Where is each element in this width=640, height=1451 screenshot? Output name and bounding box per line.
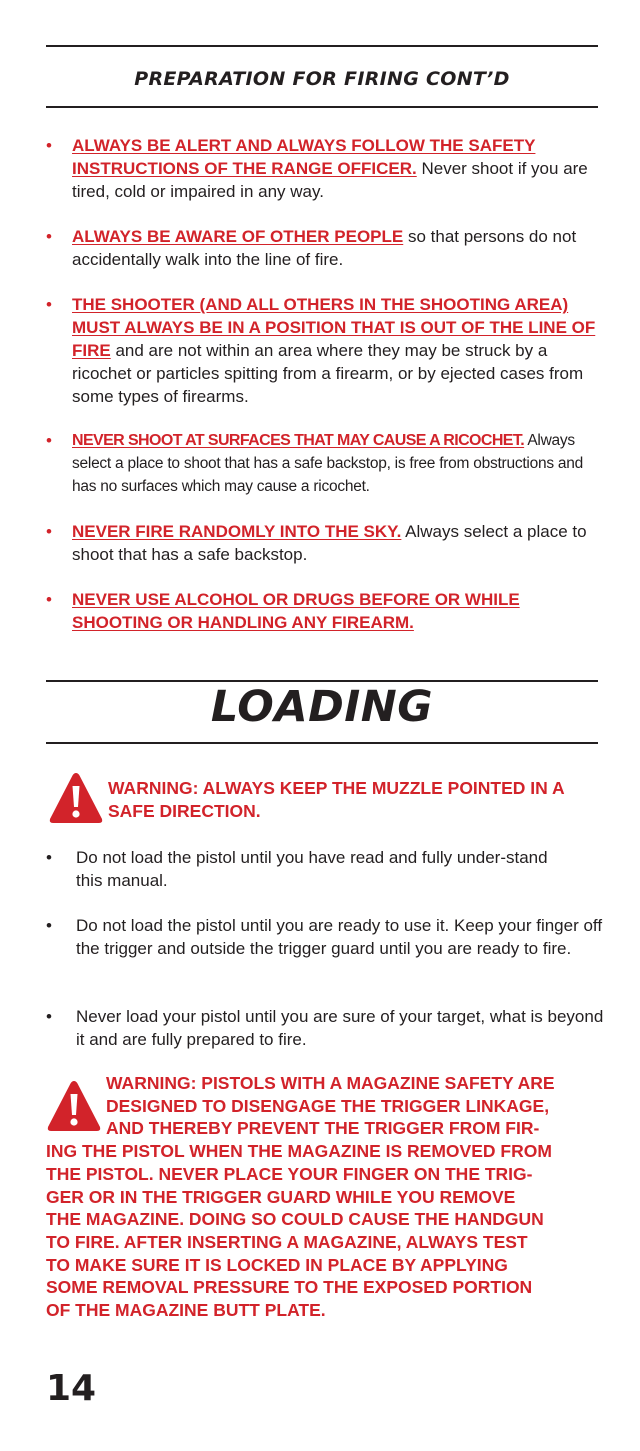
body-text: and are not within an area where they may be struck by a ricochet or particles spitting from a firearm, or by ejected cases from some types of firearms. — [72, 341, 584, 406]
body-text: Always select a place to shoot that has a safe backstop. — [72, 522, 587, 564]
bullet-dot: • — [46, 916, 52, 935]
warning-triangle-icon — [48, 770, 104, 826]
body-text: Always select a place to shoot that has a safe backstop, is free from obstructions and has no surfaces which may cause a ricochet. — [72, 432, 583, 495]
bullet-dot: • — [46, 295, 52, 314]
emphasis-text: ALWAYS BE ALERT AND ALWAYS FOLLOW THE SAFETY INSTRUCTIONS OF THE RANGE OFFICER. — [72, 136, 536, 178]
body-text: Do not load the pistol until you have read and fully under-stand this manual. — [76, 848, 548, 890]
warning-magazine-safety-text — [46, 1072, 602, 1322]
warning-line: DESIGNED TO DISENGAGE THE TRIGGER LINKAGE, — [106, 1095, 550, 1116]
warning-line: AND THEREBY PREVENT THE TRIGGER FROM FIR- — [106, 1118, 540, 1139]
bullet-dot: • — [46, 590, 52, 609]
warning-muzzle-text: WARNING: ALWAYS KEEP THE MUZZLE POINTED IN A SAFE DIRECTION. — [108, 778, 564, 821]
emphasis-text: THE SHOOTER (AND ALL OTHERS IN THE SHOOTING AREA) MUST ALWAYS BE IN A POSITION THAT IS OUT OF THE LINE OF FIRE — [72, 295, 596, 360]
warning-line: TO MAKE SURE IT IS LOCKED IN PLACE BY APPLYING — [46, 1254, 508, 1275]
body-text: so that persons do not accidentally walk into the line of fire. — [72, 227, 577, 269]
warning-line: THE PISTOL. NEVER PLACE YOUR FINGER ON THE TRIG- — [46, 1163, 533, 1184]
body-text: Never shoot if you are tired, cold or impaired in any way. — [72, 159, 588, 201]
warning-line: TO FIRE. AFTER INSERTING A MAGAZINE, ALWAYS TEST — [46, 1231, 528, 1252]
bullet-dot: • — [46, 848, 52, 867]
warning-line: WARNING: PISTOLS WITH A MAGAZINE SAFETY ARE — [106, 1073, 555, 1093]
warning-line: OF THE MAGAZINE BUTT PLATE. — [46, 1300, 326, 1321]
emphasis-text: NEVER USE ALCOHOL OR DRUGS BEFORE OR WHILE SHOOTING OR HANDLING ANY FIREARM. — [72, 590, 520, 632]
warning-line: THE MAGAZINE. DOING SO COULD CAUSE THE HANDGUN — [46, 1209, 544, 1230]
emphasis-text: NEVER SHOOT AT SURFACES THAT MAY CAUSE A RICOCHET. — [72, 432, 525, 449]
warning-line: GER OR IN THE TRIGGER GUARD WHILE YOU REMOVE — [46, 1186, 516, 1207]
top-rule — [46, 45, 598, 47]
warning-line: ING THE PISTOL WHEN THE MAGAZINE IS REMOVED FROM — [46, 1141, 552, 1162]
section-title-preparation: PREPARATION FOR FIRING CONT’D — [134, 68, 510, 90]
bullet-dot: • — [46, 522, 52, 541]
section-title-loading: LOADING — [210, 682, 434, 732]
page-number: 14 — [46, 1368, 97, 1409]
body-text: Never load your pistol until you are sure of your target, what is beyond it and are fully prepared to fire. — [76, 1007, 604, 1049]
bullet-dot: • — [46, 136, 52, 155]
warning-line: SOME REMOVAL PRESSURE TO THE EXPOSED PORTION — [46, 1277, 533, 1298]
body-text: Do not load the pistol until you are ready to use it. Keep your finger off the trigger and outside the trigger guard until you are ready to fire. — [76, 916, 603, 958]
title-underline-rule — [46, 106, 598, 108]
bullet-dot: • — [46, 227, 52, 246]
loading-bottom-rule — [46, 742, 598, 744]
bullet-dot: • — [46, 431, 52, 450]
bullet-dot: • — [46, 1007, 52, 1026]
emphasis-text: NEVER FIRE RANDOMLY INTO THE SKY. — [72, 522, 402, 541]
emphasis-text: ALWAYS BE AWARE OF OTHER PEOPLE — [72, 227, 404, 246]
